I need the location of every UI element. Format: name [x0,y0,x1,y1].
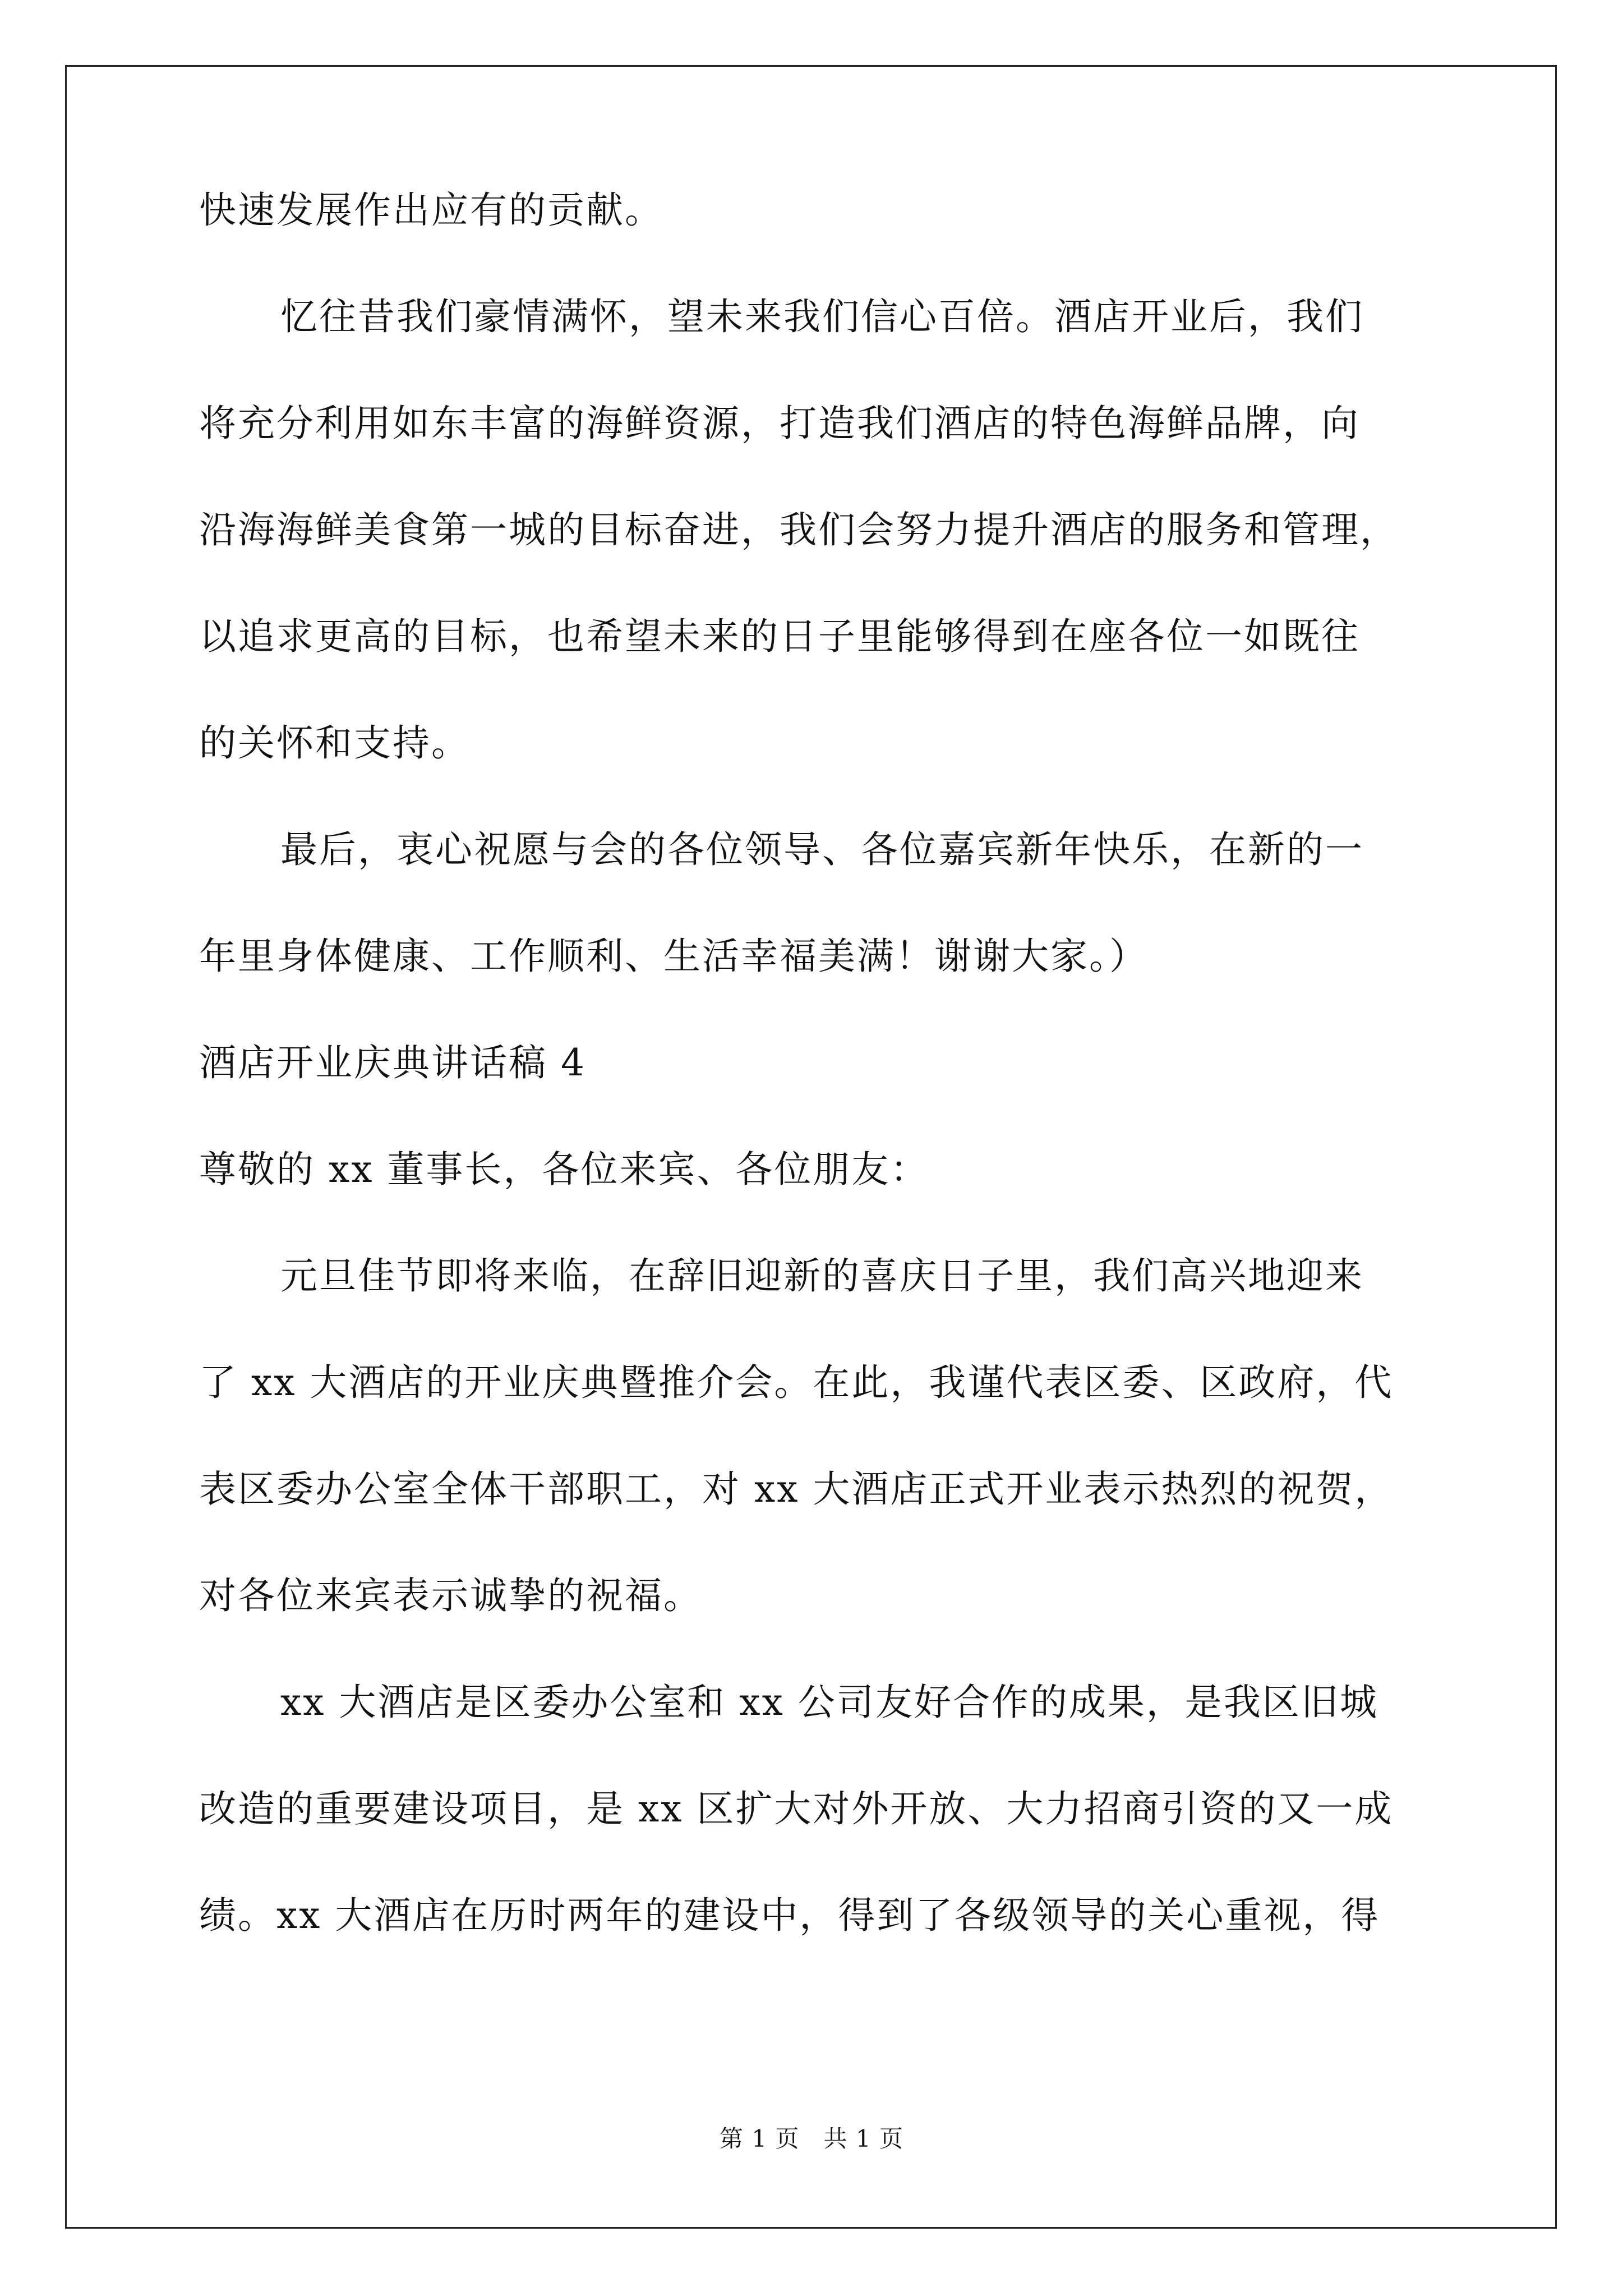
text-line: 将充分利用如东丰富的海鲜资源，打造我们酒店的特色海鲜品牌，向 [199,402,1360,445]
text-line: 沿海海鲜美食第一城的目标奋进，我们会努力提升酒店的服务和管理， [199,508,1399,551]
text-line: 改造的重要建设项目，是 xx 区扩大对外开放、大力招商引资的又一成 [199,1787,1394,1830]
text-line: 以追求更高的目标，也希望未来的日子里能够得到在座各位一如既往 [199,615,1360,658]
salutation: 尊敬的 xx 董事长，各位来宾、各位朋友： [199,1148,929,1191]
section-heading: 酒店开业庆典讲话稿 4 [199,1041,586,1084]
paragraph-first-line: 元旦佳节即将来临，在辞旧迎新的喜庆日子里，我们高兴地迎来 [280,1254,1364,1297]
paragraph-first-line: 最后，衷心祝愿与会的各位领导、各位嘉宾新年快乐，在新的一 [280,828,1364,871]
text-line: 表区委办公室全体干部职工，对 xx 大酒店正式开业表示热烈的祝贺， [199,1467,1394,1511]
paragraph-first-line: xx 大酒店是区委办公室和 xx 公司友好合作的成果，是我区旧城 [280,1681,1378,1724]
text-line: 对各位来宾表示诚挚的祝福。 [199,1574,702,1617]
text-line: 年里身体健康、工作顺利、生活幸福美满！谢谢大家。） [199,935,1148,978]
paragraph-first-line: 忆往昔我们豪情满怀，望未来我们信心百倍。酒店开业后，我们 [280,295,1364,338]
text-line: 快速发展作出应有的贡献。 [199,188,663,232]
text-line: 的关怀和支持。 [199,721,470,765]
page-number: 第 1 页 共 1 页 [720,2125,903,2152]
text-line: 了 xx 大酒店的开业庆典暨推介会。在此，我谨代表区委、区政府，代 [199,1361,1394,1404]
text-line: 绩。xx 大酒店在历时两年的建设中，得到了各级领导的关心重视，得 [199,1894,1380,1937]
